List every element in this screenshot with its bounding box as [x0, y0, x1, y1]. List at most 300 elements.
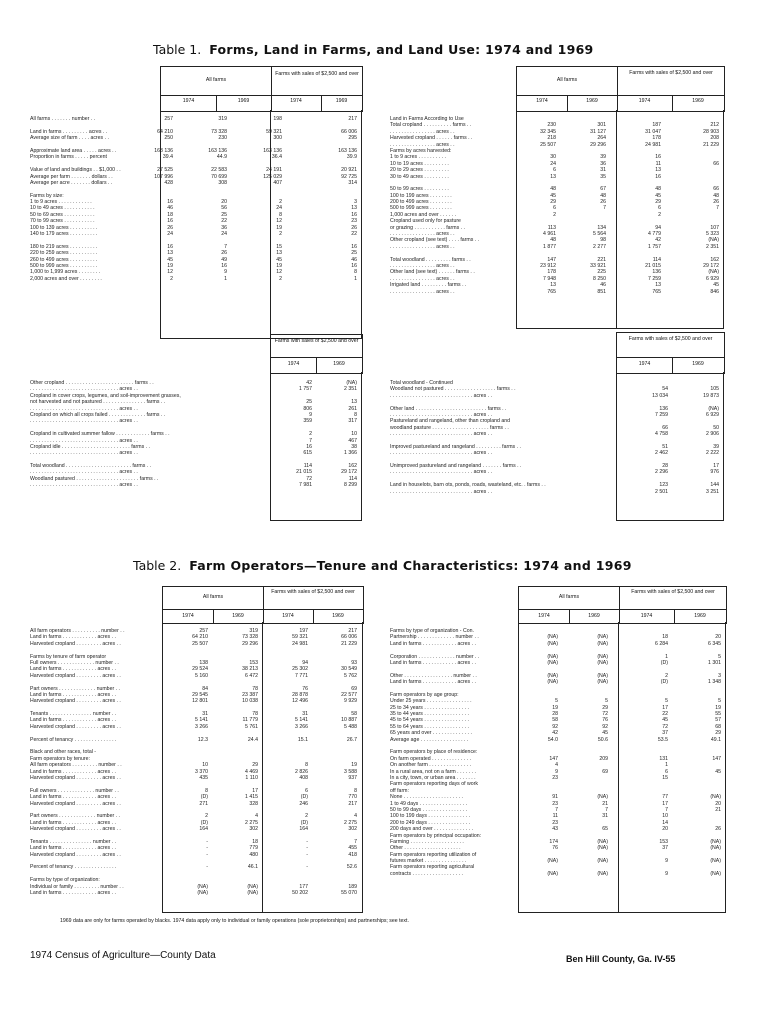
row-label: woodland pasture . . . . . . . . . . . . . . . . . . . . farms . .	[390, 424, 509, 431]
row-label: Land in farms . . . . . . . . . . . . acres . .	[30, 794, 116, 801]
row-label: Cropland in cover crops, legumes, and soil-improvement grasses,	[30, 392, 181, 399]
row-value: 435	[199, 774, 208, 781]
row-label: Pastureland and rangeland, other than cropland and	[390, 418, 510, 425]
table2-left-header	[162, 586, 364, 624]
row-label: Irrigated land . . . . . . . . . farms . .	[390, 282, 467, 289]
row-value: (NA)	[197, 890, 208, 897]
row-value: 314	[348, 179, 357, 186]
row-label: Land in farms . . . . . . . . . . . . acres . .	[30, 819, 116, 826]
row-label: Tenants . . . . . . . . . . . . . . . number . .	[30, 711, 117, 718]
row-value: 64 210	[192, 634, 208, 641]
row-value: -	[306, 838, 308, 845]
row-value: 17	[662, 704, 668, 711]
row-value: 77	[662, 794, 668, 801]
row-value: 46.1	[247, 864, 258, 871]
row-value: 78	[252, 711, 258, 718]
row-value: (D)	[660, 659, 668, 666]
row-label: Average size of farm . . . . acres . .	[30, 135, 109, 142]
row-value: 18	[167, 211, 173, 218]
row-value: 12	[276, 218, 282, 225]
row-value: 8	[305, 762, 308, 769]
row-value: 33 921	[590, 262, 606, 269]
row-value: 17	[713, 463, 719, 470]
t1lr-year1: 1974	[638, 361, 651, 367]
row-value: 25 507	[192, 640, 208, 647]
row-value: (NA)	[547, 672, 558, 679]
row-value: -	[306, 845, 308, 852]
row-label: . . . . . . . . . . . . . . . . acres . .	[390, 275, 455, 282]
row-value: 114	[348, 475, 357, 482]
row-value: 6	[553, 205, 556, 212]
row-value: 765	[547, 288, 556, 295]
row-value: 44.9	[216, 154, 227, 161]
row-value: 70 699	[211, 173, 227, 180]
row-value: 32 345	[540, 128, 556, 135]
row-label: In a rural area, not on a farm . . . . . . .	[390, 768, 476, 775]
table2-right-header	[518, 586, 727, 624]
row-label: All farms . . . . . . . number . .	[30, 116, 96, 122]
row-value: 1 366	[344, 450, 357, 457]
row-value: 7	[224, 243, 227, 250]
row-value: 615	[303, 450, 312, 457]
row-value: 105	[710, 386, 719, 393]
row-value: 19	[351, 762, 357, 769]
row-value: 29 296	[242, 640, 258, 647]
table-row	[390, 289, 722, 295]
row-label: Farming . . . . . . . . . . . . . . . . . . .	[390, 838, 464, 845]
row-value: 72	[602, 711, 608, 718]
row-value: 4 779	[648, 231, 661, 238]
t1ll-year2: 1969	[333, 361, 345, 367]
row-value: 4	[255, 813, 258, 820]
row-value: 25 302	[292, 666, 308, 673]
row-value: 2	[279, 199, 282, 206]
row-value: (NA)	[597, 634, 608, 641]
row-value: 1	[354, 275, 357, 282]
row-value: 50 202	[292, 890, 308, 897]
table2-left-body	[30, 628, 360, 896]
t1r-year-a1: 1974	[536, 98, 548, 104]
row-value: 2 222	[706, 450, 719, 457]
row-value: 92	[552, 723, 558, 730]
row-value: 25	[221, 211, 227, 218]
row-value: 257	[164, 116, 173, 122]
row-value: 5 564	[593, 231, 606, 238]
row-value: 45	[276, 256, 282, 263]
table1-lower-left-body	[30, 380, 360, 489]
row-value: 39.9	[346, 154, 357, 161]
row-value: 48	[550, 186, 556, 193]
row-value: 4 469	[245, 768, 258, 775]
row-value: 13	[351, 205, 357, 212]
row-value: 45	[167, 256, 173, 263]
row-value: (NA)	[597, 794, 608, 801]
row-value: 10	[202, 762, 208, 769]
row-label: 200 days and over . . . . . . . . . . . . . .	[390, 826, 474, 833]
table2-right-body	[390, 628, 724, 877]
row-value: 12	[167, 269, 173, 276]
row-value: 14	[662, 819, 668, 826]
row-value: 6 284	[655, 640, 668, 647]
row-value: (NA)	[708, 269, 719, 276]
row-value: 2 501	[655, 488, 668, 495]
row-value: 23	[552, 774, 558, 781]
row-value: 2	[658, 211, 661, 218]
row-value: (NA)	[597, 659, 608, 666]
row-value: 2	[553, 211, 556, 218]
row-label: 500 to 999 acres . . . . . . . .	[390, 205, 452, 212]
row-value: 5 761	[245, 723, 258, 730]
row-value: 212	[710, 122, 719, 129]
row-value: (NA)	[597, 653, 608, 660]
row-label: Other cropland (see text) . . . . farms . .	[390, 237, 480, 244]
row-value: 58	[552, 717, 558, 724]
row-label: Part owners . . . . . . . . . . . . . number . .	[30, 813, 120, 820]
row-value: 67	[600, 186, 606, 193]
row-value: 19	[552, 704, 558, 711]
t1r-year-s2: 1969	[692, 98, 704, 104]
row-value: 147	[712, 755, 721, 762]
row-label: . . . . . . . . . . . . . . . . . . . . . . . . . . . . . . . acres . .	[30, 418, 138, 425]
row-label: Other . . . . . . . . . . . . . . . . . number . .	[390, 672, 477, 679]
row-value: 7	[665, 806, 668, 813]
row-value: 230	[218, 135, 227, 142]
t1-year-s1: 1974	[290, 98, 302, 104]
row-label: Cropland idle . . . . . . . . . . . . . . . . . . . . . . . . farms . .	[30, 443, 150, 450]
row-label: 1,000 to 1,999 acres . . . . . . . .	[30, 269, 101, 276]
row-value: 163 136	[338, 147, 357, 154]
row-value: (NA)	[597, 858, 608, 865]
row-label: 65 years and over . . . . . . . . . . . . . .	[390, 730, 472, 737]
row-label: Total woodland - Continued	[390, 380, 453, 386]
row-value: 5 160	[195, 672, 208, 679]
row-value: 78	[252, 685, 258, 692]
row-value: 16	[351, 262, 357, 269]
row-value: 123	[659, 482, 668, 489]
row-value: (NA)	[547, 640, 558, 647]
row-value: 58	[351, 711, 357, 718]
row-value: (NA)	[346, 380, 357, 386]
row-label: Cropland in cultivated summer fallow . . . . . . . . . . . . farms . .	[30, 431, 170, 438]
row-value: 2	[170, 275, 173, 282]
table1-title-text: Forms, Land in Farms, and Land Use: 1974 and 1969	[209, 42, 594, 57]
row-value: 3 266	[195, 723, 208, 730]
row-label: Corporation . . . . . . . . . . . . . number . .	[390, 653, 480, 660]
row-value: 48	[600, 192, 606, 199]
row-value: 50	[713, 424, 719, 431]
row-value: 8 250	[593, 275, 606, 282]
row-value: 39.4	[162, 154, 173, 161]
row-label: . . . . . . . . . . . . . . . . . . . . . . . . . . . . . . . acres . .	[30, 405, 138, 412]
row-label: Total cropland . . . . . . . . . . farms . .	[390, 122, 472, 129]
row-value: 9	[665, 858, 668, 865]
row-value: (NA)	[247, 883, 258, 890]
row-value: 13	[550, 282, 556, 289]
table1-head-sales: Farms with sales of $2,500 and over	[275, 71, 359, 77]
row-value: 15.1	[297, 736, 308, 743]
row-value: 7 259	[648, 275, 661, 282]
row-label: 35 to 44 years . . . . . . . . . . . . . . . .	[390, 711, 469, 718]
row-label: futures market . . . . . . . . . . . . . . .	[390, 858, 467, 865]
row-label: Farm operators by age group:	[390, 691, 459, 698]
row-label: Other land . . . . . . . . . . . . . . . . . . . . . . . . . farms . .	[390, 405, 507, 412]
row-value: 2 462	[655, 450, 668, 457]
table2-title-prefix: Table 2.	[133, 558, 182, 573]
row-value: 29	[252, 762, 258, 769]
row-value: 1 757	[648, 243, 661, 250]
row-value: 806	[303, 405, 312, 412]
t1ll-head: Farms with sales of $2,500 and over	[274, 338, 359, 344]
row-value: 5	[555, 698, 558, 705]
row-value: 36	[221, 224, 227, 231]
row-value: 264	[597, 135, 606, 142]
row-value: (NA)	[708, 405, 719, 412]
footer-right: Ben Hill County, Ga. IV-55	[566, 954, 676, 964]
row-value: 49.1	[710, 736, 721, 743]
row-value: (NA)	[708, 237, 719, 244]
row-value: 208	[710, 135, 719, 142]
t2-year-s1: 1974	[282, 613, 294, 619]
table1-title	[153, 42, 594, 57]
row-value: 25 507	[540, 141, 556, 148]
row-value: 45	[662, 717, 668, 724]
row-label: 260 to 499 acres . . . . . . . . . .	[30, 256, 98, 263]
row-value: 94	[655, 224, 661, 231]
row-value: 6 929	[706, 275, 719, 282]
row-value: 36.4	[271, 154, 282, 161]
row-value: 5 323	[706, 231, 719, 238]
row-value: 10	[351, 431, 357, 438]
row-value: 2 275	[344, 819, 357, 826]
row-value: 3 266	[295, 723, 308, 730]
row-value: 46	[351, 256, 357, 263]
row-value: (NA)	[597, 838, 608, 845]
row-value: -	[306, 864, 308, 871]
row-value: 42	[552, 730, 558, 737]
row-value: (D)	[200, 794, 208, 801]
row-value: 66 006	[341, 128, 357, 135]
row-label: All farm operators . . . . . . . . . . number . .	[30, 628, 125, 634]
row-value: 10 038	[242, 698, 258, 705]
row-label: . . . . . . . . . . . . . . . . acres . .	[390, 141, 455, 148]
row-value: 66	[662, 424, 668, 431]
row-value: 45	[655, 192, 661, 199]
row-label: 100 to 199 acres . . . . . . . .	[390, 192, 452, 199]
row-value: 24 981	[292, 640, 308, 647]
row-value: 26	[713, 199, 719, 206]
row-value: 4 961	[543, 231, 556, 238]
row-value: 54	[662, 386, 668, 393]
row-value: (NA)	[597, 672, 608, 679]
row-value: 153	[659, 838, 668, 845]
row-value: 20	[715, 800, 721, 807]
row-value: 480	[249, 851, 258, 858]
row-value: 765	[652, 288, 661, 295]
row-value: (NA)	[547, 858, 558, 865]
row-value: 65	[602, 826, 608, 833]
row-value: 26.7	[346, 736, 357, 743]
table1-head-all: All farms	[205, 77, 227, 83]
row-value: 39	[713, 443, 719, 450]
row-value: -	[206, 838, 208, 845]
row-label: Harvested cropland . . . . . . . . . acres . .	[30, 698, 121, 705]
row-value: (NA)	[710, 845, 721, 852]
row-value: 6	[665, 768, 668, 775]
row-label: Tenants . . . . . . . . . . . . . . . number . .	[30, 838, 117, 845]
row-label: . . . . . . . . . . . . . . . . acres . .	[390, 288, 455, 295]
row-label: . . . . . . . . . . . . . . . . acres . .	[390, 231, 455, 238]
row-value: 198	[273, 116, 282, 122]
row-value: 24 981	[645, 141, 661, 148]
row-label: Harvested cropland . . . . . . . . . acres . .	[30, 774, 121, 781]
row-value: 59 321	[266, 128, 282, 135]
row-value: 1 348	[708, 679, 721, 686]
row-value: 8	[354, 411, 357, 418]
row-label: Land in farms . . . . . . . . . . . . acres . .	[30, 890, 116, 897]
row-value: 319	[218, 116, 227, 122]
row-value: (D)	[300, 819, 308, 826]
row-label: Farms by type of organization:	[30, 877, 100, 884]
row-value: 2	[205, 813, 208, 820]
row-value: 9 929	[344, 698, 357, 705]
row-value: 24.4	[247, 736, 258, 743]
table-row	[390, 871, 724, 877]
row-value: 54.0	[547, 736, 558, 743]
row-value: 16	[167, 218, 173, 225]
table1-left-header	[160, 66, 363, 112]
row-value: 18	[252, 838, 258, 845]
row-value: 16	[655, 154, 661, 161]
row-label: 100 to 139 acres . . . . . . . . . .	[30, 224, 98, 231]
row-value: 55 070	[341, 890, 357, 897]
row-value: 69	[351, 685, 357, 692]
row-value: 1 110	[245, 774, 258, 781]
row-value: 16	[221, 262, 227, 269]
row-label: In a city, town, or urban area . . . . . . .	[390, 774, 476, 781]
t2r-year-a1: 1974	[538, 613, 550, 619]
row-value: 93	[351, 659, 357, 666]
row-value: 48	[655, 186, 661, 193]
row-value: 2 277	[593, 243, 606, 250]
row-label: Woodland pastured . . . . . . . . . . . . . . . . . . . . . . farms . .	[30, 475, 159, 482]
row-value: (NA)	[710, 794, 721, 801]
row-value: 42	[655, 237, 661, 244]
row-value: 302	[348, 826, 357, 833]
row-value: 7	[354, 838, 357, 845]
row-value: 153	[249, 659, 258, 666]
row-value: 147	[547, 256, 556, 263]
row-value: 31	[302, 711, 308, 718]
row-value: 1	[665, 653, 668, 660]
row-value: 8	[279, 211, 282, 218]
row-label: Harvested cropland . . . . . . . . . acres . .	[30, 826, 121, 833]
table1-lower-right-body	[390, 380, 722, 495]
row-label: Full owners . . . . . . . . . . . . . number . .	[30, 659, 119, 666]
row-value: 4	[555, 762, 558, 769]
row-value: 39	[600, 154, 606, 161]
row-label: Percent of tenancy . . . . . . . . . . . . . . .	[30, 864, 117, 871]
row-value: 217	[348, 628, 357, 634]
row-label: Improved pastureland and rangeland . . . . . . . . . farms . .	[390, 443, 521, 450]
row-value: 59 321	[292, 634, 308, 641]
row-value: 16	[167, 243, 173, 250]
row-label: 55 to 64 years . . . . . . . . . . . . . . . .	[390, 723, 469, 730]
row-value: 217	[348, 116, 357, 122]
row-value: 328	[249, 800, 258, 807]
t1ll-year1: 1974	[287, 361, 300, 367]
t1-year-s2: 1969	[335, 98, 348, 104]
row-value: 31	[602, 813, 608, 820]
row-value: 162	[710, 256, 719, 263]
row-value: 21 015	[296, 469, 312, 476]
row-value: 2 351	[706, 243, 719, 250]
row-value: 164	[299, 826, 308, 833]
row-value: 5	[718, 653, 721, 660]
row-value: 45	[550, 192, 556, 199]
row-value: 3 251	[706, 488, 719, 495]
row-label: Approximate land area . . . . . acres . .	[30, 147, 117, 154]
row-value: 46	[600, 282, 606, 289]
row-value: 6	[553, 167, 556, 174]
row-value: 53.5	[657, 736, 668, 743]
row-label: off farm:	[390, 787, 409, 794]
row-label: Farm operators by tenure:	[30, 755, 90, 762]
row-value: 136	[652, 269, 661, 276]
row-value: 107	[710, 224, 719, 231]
row-value: 5 141	[295, 717, 308, 724]
row-value: 114	[303, 463, 312, 470]
row-value: 66	[713, 160, 719, 167]
row-value: 22	[221, 218, 227, 225]
row-value: 12.3	[197, 736, 208, 743]
row-label: None . . . . . . . . . . . . . . . . . . . . .	[390, 794, 463, 801]
row-value: 230	[547, 122, 556, 129]
row-value: 2	[309, 431, 312, 438]
row-value: 15	[662, 774, 668, 781]
row-value: 1	[224, 275, 227, 282]
row-label: Cropland used only for pasture	[390, 218, 461, 225]
row-value: 94	[302, 659, 308, 666]
row-value: 21	[602, 800, 608, 807]
t2-head-all: All farms	[202, 594, 224, 600]
row-value: 300	[273, 135, 282, 142]
row-value: 5 488	[344, 723, 357, 730]
row-value: 31	[600, 167, 606, 174]
row-value: 13	[351, 399, 357, 406]
row-value: 45	[715, 768, 721, 775]
row-value: 13	[655, 167, 661, 174]
row-label: All farm operators . . . . . . . . . number . .	[30, 762, 122, 769]
row-value: (D)	[660, 679, 668, 686]
row-value: 19 873	[703, 392, 719, 399]
row-label: Harvested cropland . . . . . . farms . .	[390, 135, 473, 142]
row-value: 178	[652, 135, 661, 142]
row-label: 50 to 99 acres . . . . . . . . .	[390, 186, 449, 193]
row-label: 220 to 259 acres . . . . . . . . . .	[30, 250, 98, 257]
row-value: 7 259	[655, 411, 668, 418]
table2-title-text: Farm Operators—Tenure and Characteristics: 1974 and 1969	[189, 558, 632, 573]
row-value: 31 127	[590, 128, 606, 135]
row-value: 24	[550, 160, 556, 167]
row-value: 31	[202, 711, 208, 718]
row-label: Part owners . . . . . . . . . . . . . number . .	[30, 685, 120, 692]
row-value: 197	[299, 628, 308, 634]
row-value: 428	[164, 179, 173, 186]
row-label: 1 to 9 acres . . . . . . . . . .	[390, 154, 446, 161]
row-value: 72	[306, 475, 312, 482]
row-value: 98	[600, 237, 606, 244]
row-value: 56	[221, 205, 227, 212]
